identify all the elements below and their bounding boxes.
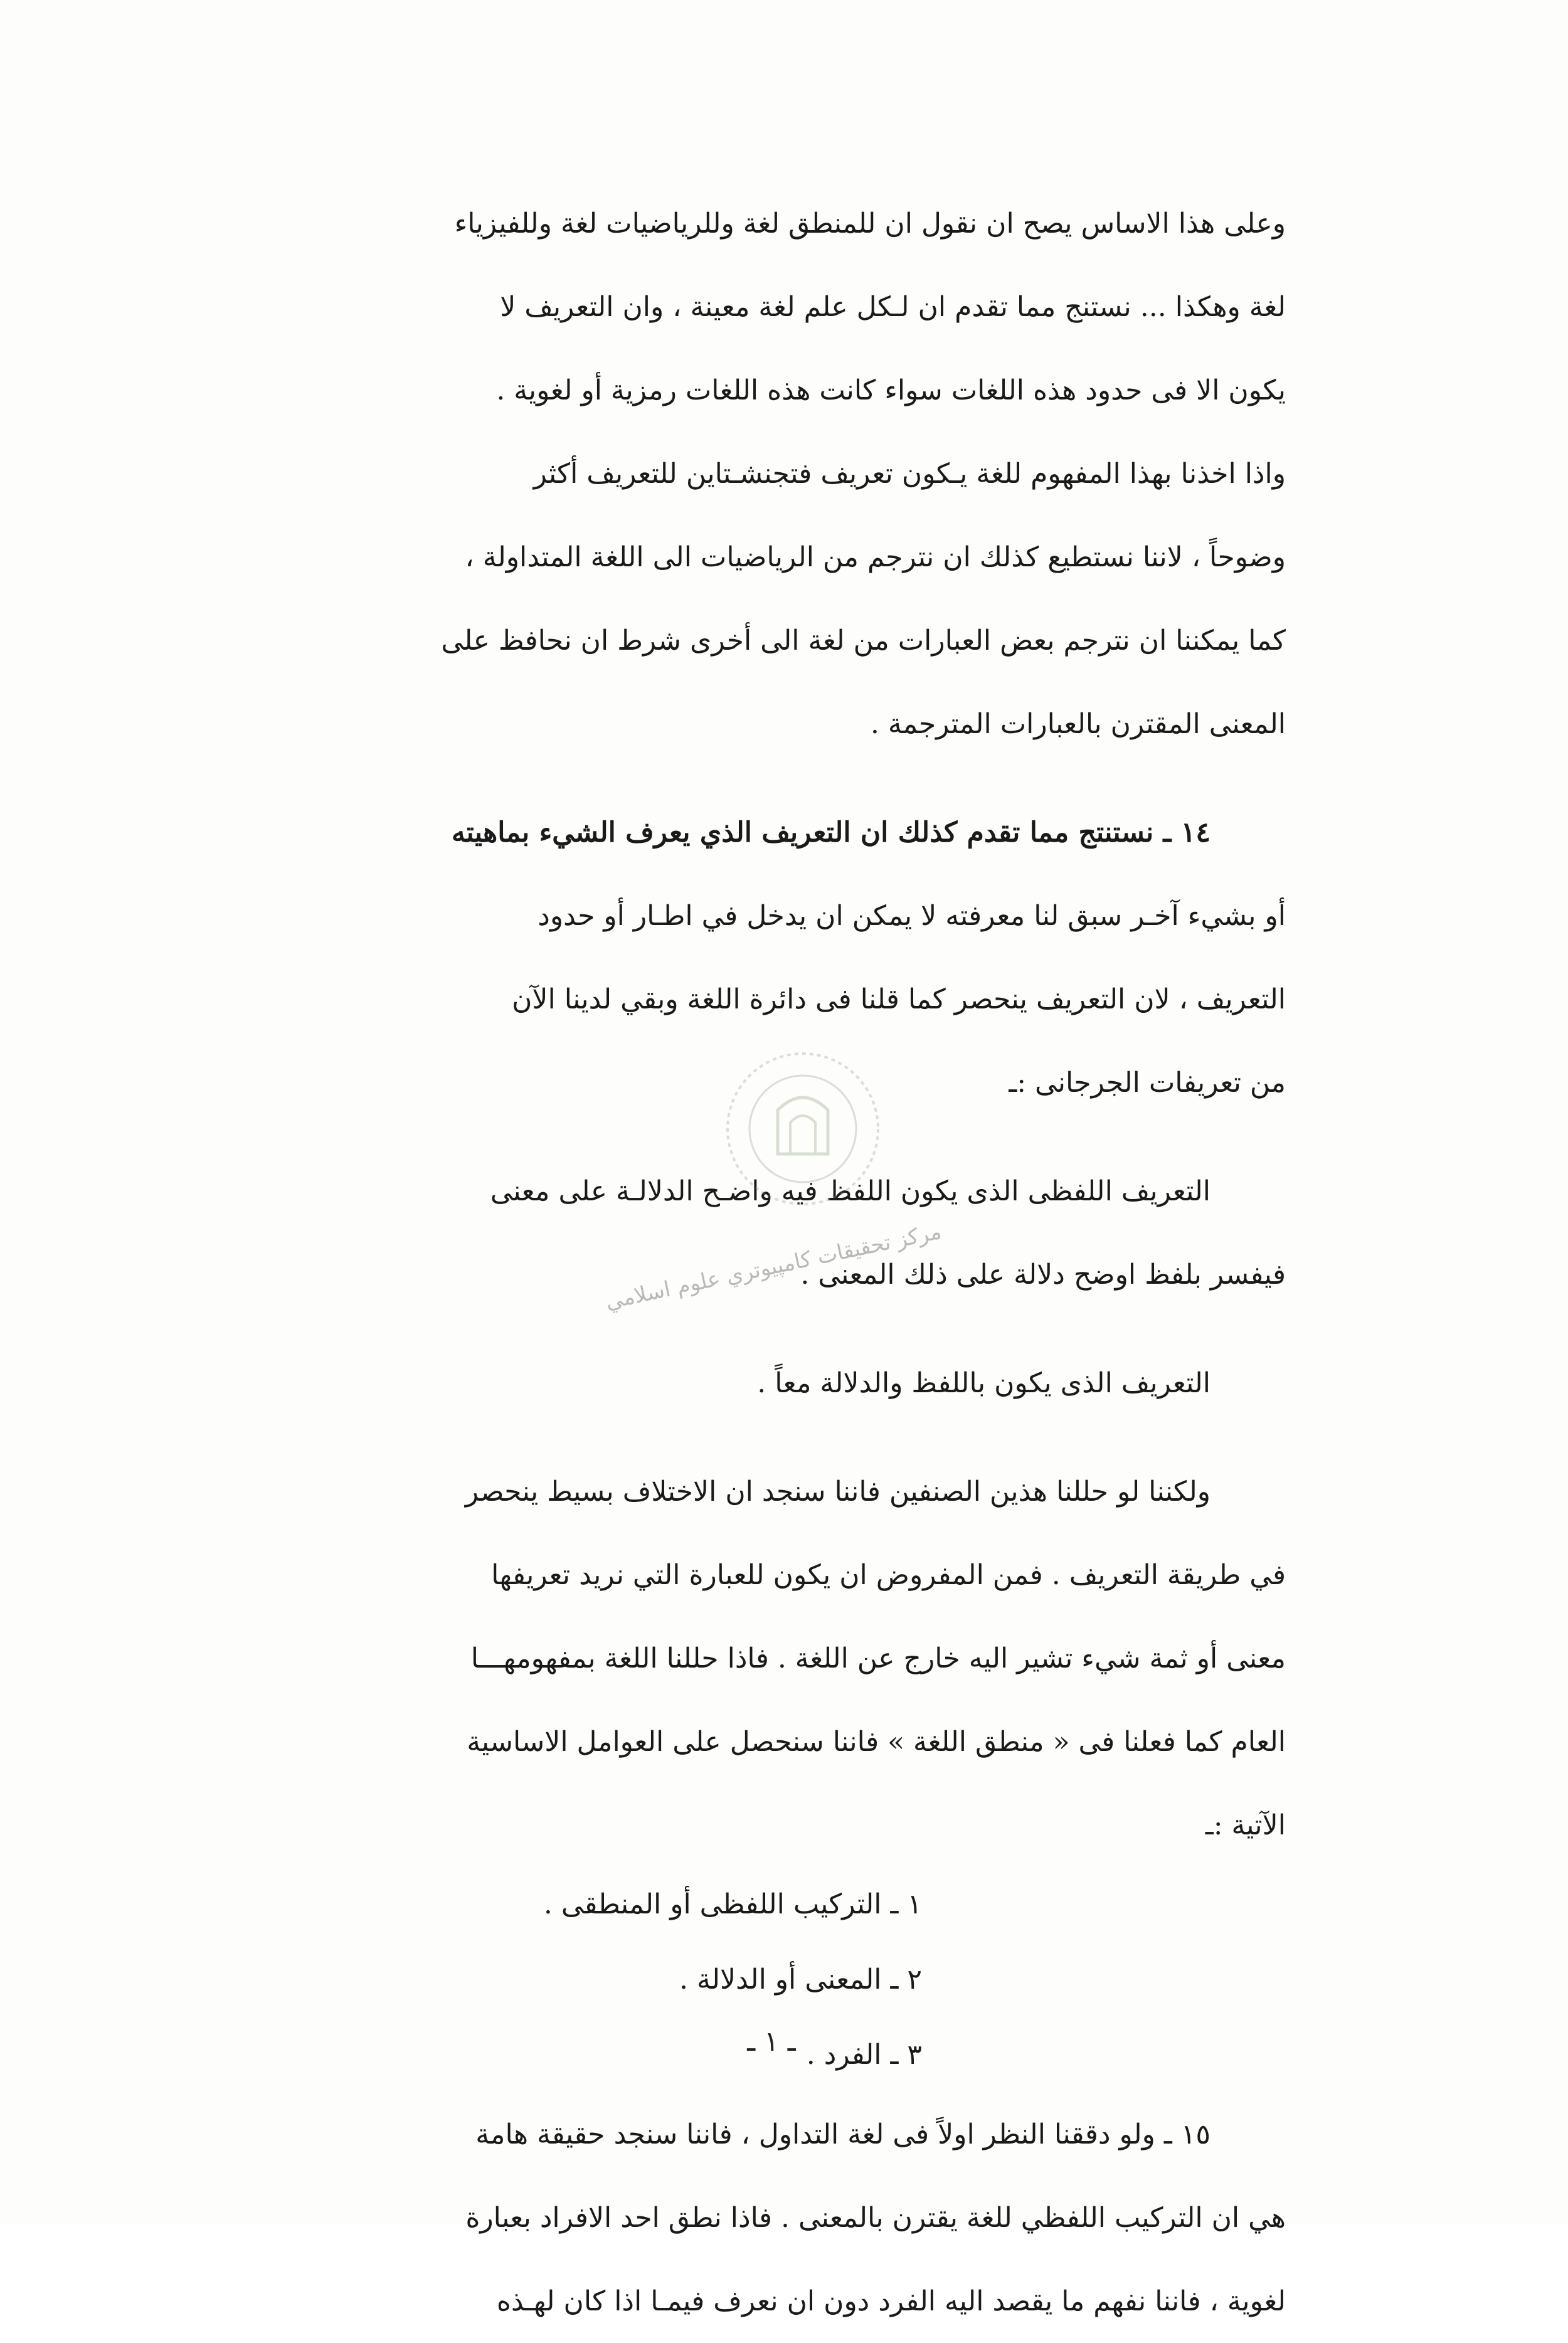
text-line: وعلى هذا الاساس يصح ان نقول ان للمنطق لغة وللرياضيات لغة وللفيزياء <box>454 208 1286 240</box>
text-line: هي ان التركيب اللفظي للغة يقترن بالمعنى . فاذا نطق احد الافراد بعبارة <box>465 2202 1286 2234</box>
text-line: فيفسر بلفظ اوضح دلالة على ذلك المعنى . <box>800 1259 1286 1291</box>
library-seal-watermark <box>709 1035 897 1223</box>
text-line: ولكننا لو حللنا هذين الصنفين فاننا سنجد ان الاختلاف بسيط ينحصر <box>465 1476 1210 1508</box>
text-line: ١٤ ـ نستنتج مما تقدم كذلك ان التعريف الذي يعرف الشيء بماهيته <box>451 817 1210 849</box>
text-line: لغوية ، فاننا نفهم ما يقصد اليه الفرد دون ان نعرف فيمـا اذا كان لهـذه <box>496 2285 1286 2317</box>
text-line: لغة وهكذا ... نستنج مما تقدم ان لـكل علم لغة معينة ، وان التعريف لا <box>500 291 1286 323</box>
numbered-list <box>251 1867 1286 2093</box>
text-line: واذا اخذنا بهذا المفهوم للغة يـكون تعريف فتجنشـتاين للتعريف أكثر <box>533 458 1286 490</box>
text-line: من تعريفات الجرجانى :ـ <box>1009 1067 1286 1099</box>
text-line: أو بشيء آخـر سبق لنا معرفته لا يمكن ان يدخل في اطـار أو حدود <box>538 900 1286 932</box>
list-item: ٢ ـ المعنى أو الدلالة . <box>679 1964 922 1996</box>
paragraph-6 <box>251 2093 1286 2343</box>
text-line: وضوحاً ، لاننا نستطيع كذلك ان نترجم من الرياضيات الى اللغة المتداولة ، <box>465 541 1286 573</box>
text-line: التعريف اللفظى الذى يكون اللفظ فيه واضـح الدلالـة على معنى <box>490 1175 1210 1207</box>
list-item: ١ ـ التركيب اللفظى أو المنطقى . <box>543 1888 922 1920</box>
paragraph-5 <box>251 1450 1286 1867</box>
watermark-caption: مركز تحقيقات كامپيوتري علوم اسلامي <box>603 1219 944 1315</box>
paragraph-4 <box>251 1341 1286 1425</box>
text-line: الآتية :ـ <box>1205 1809 1286 1841</box>
paragraph-1 <box>251 182 1286 766</box>
text-line: ١٥ ـ ولو دققنا النظر اولاً فى لغة التداول ، فاننا سنجد حقيقة هامة <box>475 2118 1210 2150</box>
text-line: التعريف ، لان التعريف ينحصر كما قلنا فى دائرة اللغة وبقي لدينا الآن <box>512 983 1286 1015</box>
text-line: التعريف الذى يكون باللفظ والدلالة معاً . <box>757 1367 1210 1399</box>
text-line: كما يمكننا ان نترجم بعض العبارات من لغة الى أخرى شرط ان نحافظ على <box>441 625 1286 657</box>
list-item: ٣ ـ الفرد . <box>806 2039 922 2071</box>
text-line: العام كما فعلنا فى « منطق اللغة » فاننا سنحصل على العوامل الاساسية <box>467 1726 1286 1758</box>
text-line: معنى أو ثمة شيء تشير اليه خارج عن اللغة . فاذا حللنا اللغة بمفهومهـــا <box>470 1642 1286 1674</box>
text-line: يكون الا فى حدود هذه اللغات سواء كانت هذه اللغات رمزية أو لغوية . <box>496 374 1286 406</box>
text-line: المعنى المقترن بالعبارات المترجمة . <box>870 708 1286 740</box>
page-number: ـ ١ ـ <box>747 2026 796 2058</box>
text-line: في طريقة التعريف . فمن المفروض ان يكون للعبارة التي نريد تعريفها <box>491 1559 1286 1591</box>
